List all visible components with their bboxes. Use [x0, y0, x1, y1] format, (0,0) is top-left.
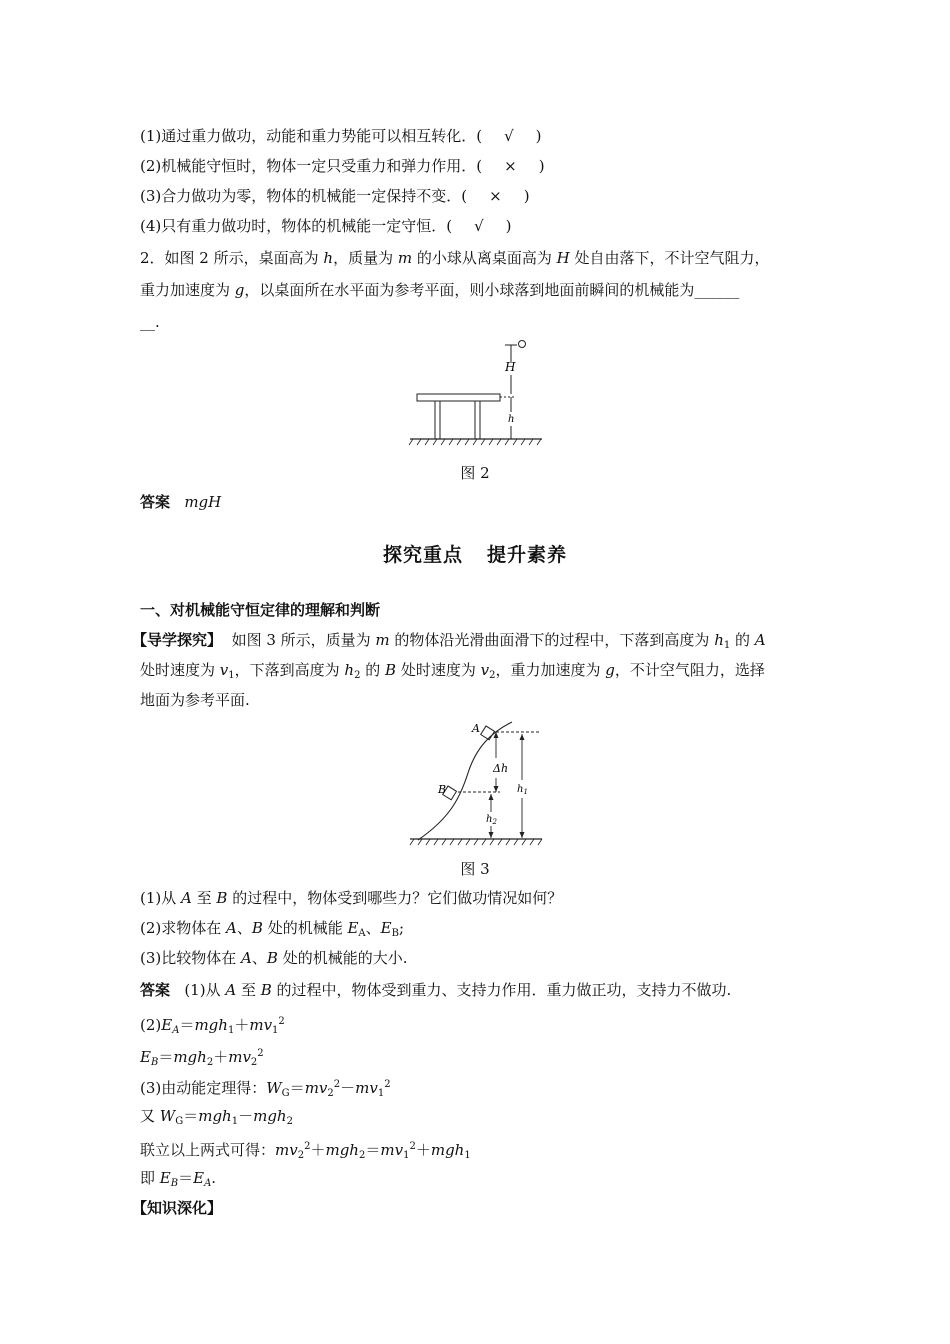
- var-E: E: [161, 1016, 173, 1034]
- text: 的小球从离桌面高为: [412, 249, 557, 267]
- var: mgh: [198, 1107, 232, 1125]
- var-E: E: [193, 1169, 205, 1187]
- text: 的: [730, 631, 755, 649]
- answer-value: mgH: [184, 493, 222, 511]
- op: －: [340, 1079, 356, 1097]
- var-v: v: [219, 661, 229, 679]
- var: mv: [355, 1079, 378, 1097]
- figure-3-caption: 图 3: [460, 860, 490, 878]
- text: ;: [398, 919, 405, 937]
- var-v: v: [480, 661, 490, 679]
- text: 联立以上两式可得：: [140, 1141, 276, 1159]
- text: ，以桌面所在水平面为参考平面，则小球落到地面前瞬间的机械能为______: [244, 281, 740, 299]
- question-2-line-2: [140, 280, 739, 300]
- var-m: m: [375, 631, 390, 649]
- answer-2-line-1: [140, 980, 731, 1000]
- subscript: 2: [489, 670, 496, 681]
- subscript: 2: [354, 670, 361, 681]
- judgment-item-2: [140, 156, 545, 176]
- text: 、: [251, 949, 267, 967]
- var-A: A: [181, 889, 192, 907]
- var-B: B: [216, 889, 228, 907]
- var: mv: [249, 1016, 273, 1034]
- section-title-part-2: 提升素养: [487, 544, 568, 566]
- text: ，质量为: [333, 249, 398, 267]
- heading-1: 一、对机械能守恒定律的理解和判断: [140, 601, 381, 619]
- label-h: h: [508, 414, 515, 425]
- subscript: A: [204, 1178, 212, 1189]
- answer-2-line-7: [140, 1168, 216, 1194]
- var-B: B: [266, 949, 278, 967]
- var-A: A: [226, 919, 237, 937]
- var-A: A: [241, 949, 252, 967]
- subscript: 1: [723, 640, 731, 651]
- superscript: 2: [384, 1079, 391, 1090]
- var: mv: [228, 1048, 251, 1066]
- text: 的过程中，物体受到哪些力？它们做功情况如何？: [227, 889, 563, 907]
- op: ＝: [183, 1107, 199, 1125]
- text: ，不计空气阻力，选择: [614, 661, 765, 679]
- var-H: H: [556, 249, 570, 267]
- text: ，重力加速度为: [495, 661, 606, 679]
- text: 的: [360, 661, 386, 679]
- knowledge-heading: 【知识深化】: [132, 1199, 223, 1217]
- label-H: H: [505, 360, 516, 374]
- label-h1: [517, 784, 528, 796]
- text: 又: [140, 1107, 160, 1125]
- text: 处时速度为: [140, 661, 220, 679]
- var-W: W: [159, 1107, 176, 1125]
- subscript: G: [175, 1116, 184, 1127]
- var-E: E: [347, 919, 359, 937]
- figure-2-table-diagram: [405, 338, 565, 448]
- subscript: 2: [358, 1150, 366, 1161]
- subscript: 1: [228, 670, 235, 681]
- text: 重力加速度为: [140, 281, 235, 299]
- op: ＋: [234, 1016, 250, 1034]
- judgment-text: (3)合力做功为零，物体的机械能一定保持不变．(: [140, 187, 468, 205]
- figure-3-curve-diagram: [400, 718, 560, 848]
- label-h1-var: h: [517, 784, 524, 795]
- label-delta-h: Δh: [493, 762, 509, 775]
- question-2-line-3: [140, 312, 160, 332]
- text: 的物体沿光滑曲面滑下的过程中，下落到高度为: [389, 631, 715, 649]
- var-E: E: [140, 1048, 151, 1066]
- answer-2-line-4: [140, 1075, 391, 1104]
- text: ，下落到高度为: [234, 661, 345, 679]
- var-h: h: [714, 631, 724, 649]
- superscript: 2: [333, 1079, 341, 1090]
- label-h2: [486, 814, 497, 826]
- var-A: A: [225, 981, 237, 999]
- var-E: E: [380, 919, 392, 937]
- figure-2-caption: 图 2: [460, 464, 490, 482]
- subscript: 2: [327, 1088, 334, 1099]
- var: mgh: [194, 1016, 228, 1034]
- op: ＋: [415, 1141, 431, 1159]
- superscript: 2: [409, 1141, 416, 1152]
- op: ＋: [213, 1048, 229, 1066]
- blank: __.: [140, 313, 160, 331]
- sub-question-3: [140, 948, 407, 968]
- subscript: 2: [297, 1150, 305, 1161]
- text: .: [211, 1169, 217, 1187]
- answer-label: 答案: [140, 981, 171, 999]
- text: 至: [191, 889, 217, 907]
- text: 2．如图 2 所示，桌面高为: [140, 249, 324, 267]
- text: (2)求物体在: [140, 919, 227, 937]
- paren-close: ): [523, 187, 530, 205]
- op: ＝: [365, 1141, 381, 1159]
- guide-line-3: 地面为参考平面.: [140, 691, 250, 709]
- label-h1-sub: 1: [523, 788, 528, 796]
- judgment-item-4: [140, 216, 512, 236]
- text: (1)从: [140, 889, 182, 907]
- guide-label: 【导学探究】: [132, 631, 223, 649]
- paren-close: ): [538, 157, 545, 175]
- subscript: B: [391, 928, 399, 939]
- judgment-text: (2)机械能守恒时，物体一定只受重力和弹力作用．(: [140, 157, 483, 175]
- var-m: m: [397, 249, 413, 267]
- op: ＝: [289, 1079, 305, 1097]
- answer-2-line-6: [140, 1137, 471, 1166]
- subscript: 2: [250, 1057, 258, 1068]
- op: ＝: [179, 1016, 195, 1034]
- subscript: G: [281, 1088, 290, 1099]
- answer-2-line-3: [140, 1044, 264, 1073]
- text: 、: [236, 919, 252, 937]
- subscript: 1: [272, 1025, 279, 1036]
- var-g: g: [605, 661, 615, 679]
- op: ＋: [310, 1141, 326, 1159]
- answer-2-line-5: [140, 1106, 293, 1132]
- subscript: 1: [464, 1150, 471, 1161]
- text: 如图 3 所示，质量为: [231, 631, 376, 649]
- check-mark: √: [504, 127, 514, 145]
- var-W: W: [266, 1079, 282, 1097]
- guide-line-1: [132, 630, 766, 656]
- section-title: [0, 540, 950, 567]
- subscript: 1: [227, 1025, 235, 1036]
- var: mgh: [430, 1141, 465, 1159]
- text: 处的机械能: [262, 919, 348, 937]
- var-h: h: [344, 661, 355, 679]
- answer-1: [140, 492, 221, 512]
- text: 处时速度为: [396, 661, 481, 679]
- var-B: B: [385, 661, 397, 679]
- var-g: g: [234, 281, 245, 299]
- text: 处自由落下，不计空气阻力，: [569, 249, 770, 267]
- op: －: [238, 1107, 254, 1125]
- judgment-text: (1)通过重力做功，动能和重力势能可以相互转化．(: [140, 127, 483, 145]
- var: mv: [304, 1079, 328, 1097]
- subscript: 1: [377, 1088, 385, 1099]
- superscript: 2: [257, 1048, 264, 1059]
- text: 、: [365, 919, 381, 937]
- var: mgh: [253, 1107, 287, 1125]
- paren-close: ): [535, 127, 542, 145]
- judgment-text: (4)只有重力做功时，物体的机械能一定守恒．(: [140, 217, 453, 235]
- var: mv: [275, 1141, 298, 1159]
- var: mv: [380, 1141, 404, 1159]
- op: ＝: [178, 1169, 194, 1187]
- text: 的过程中，物体受到重力、支持力作用．重力做正功，支持力不做功.: [271, 981, 732, 999]
- paren-close: ): [505, 217, 512, 235]
- judgment-item-1: [140, 126, 542, 146]
- text: (3)比较物体在: [140, 949, 242, 967]
- var-A: A: [754, 631, 766, 649]
- label-A: A: [472, 722, 480, 735]
- label-h2-var: h: [486, 814, 493, 825]
- text: 处的机械能的大小.: [277, 949, 408, 967]
- superscript: 2: [278, 1016, 285, 1027]
- text: (3)由动能定理得：: [140, 1079, 267, 1097]
- var: mgh: [325, 1141, 359, 1159]
- subscript: 1: [403, 1150, 410, 1161]
- var-B: B: [251, 919, 263, 937]
- op: ＝: [158, 1048, 174, 1066]
- answer-label: 答案: [140, 493, 171, 511]
- var-h: h: [323, 249, 334, 267]
- label-h2-sub: 2: [492, 818, 497, 826]
- section-title-part-1: 探究重点: [382, 544, 463, 566]
- text: 至: [236, 981, 261, 999]
- question-2-line-1: [140, 248, 770, 268]
- subscript: B: [170, 1178, 179, 1189]
- answer-2-line-2: [140, 1012, 285, 1041]
- guide-line-2: [140, 660, 765, 686]
- cross-mark: ×: [489, 187, 502, 205]
- subscript: 1: [231, 1116, 239, 1127]
- superscript: 2: [304, 1141, 311, 1152]
- var-E: E: [159, 1169, 171, 1187]
- subscript: A: [172, 1025, 180, 1036]
- judgment-item-3: [140, 186, 530, 206]
- var-B: B: [260, 981, 272, 999]
- subscript: B: [150, 1057, 159, 1068]
- check-mark: √: [474, 217, 484, 235]
- label-B: B: [438, 783, 447, 796]
- text: (1)从: [184, 981, 226, 999]
- text: 即: [140, 1169, 160, 1187]
- var: mgh: [173, 1048, 207, 1066]
- cross-mark: ×: [504, 157, 517, 175]
- subscript: 2: [206, 1057, 214, 1068]
- sub-question-1: [140, 888, 562, 908]
- text: (2): [140, 1016, 162, 1034]
- subscript: A: [358, 928, 366, 939]
- subscript: 2: [286, 1116, 293, 1127]
- sub-question-2: [140, 918, 404, 944]
